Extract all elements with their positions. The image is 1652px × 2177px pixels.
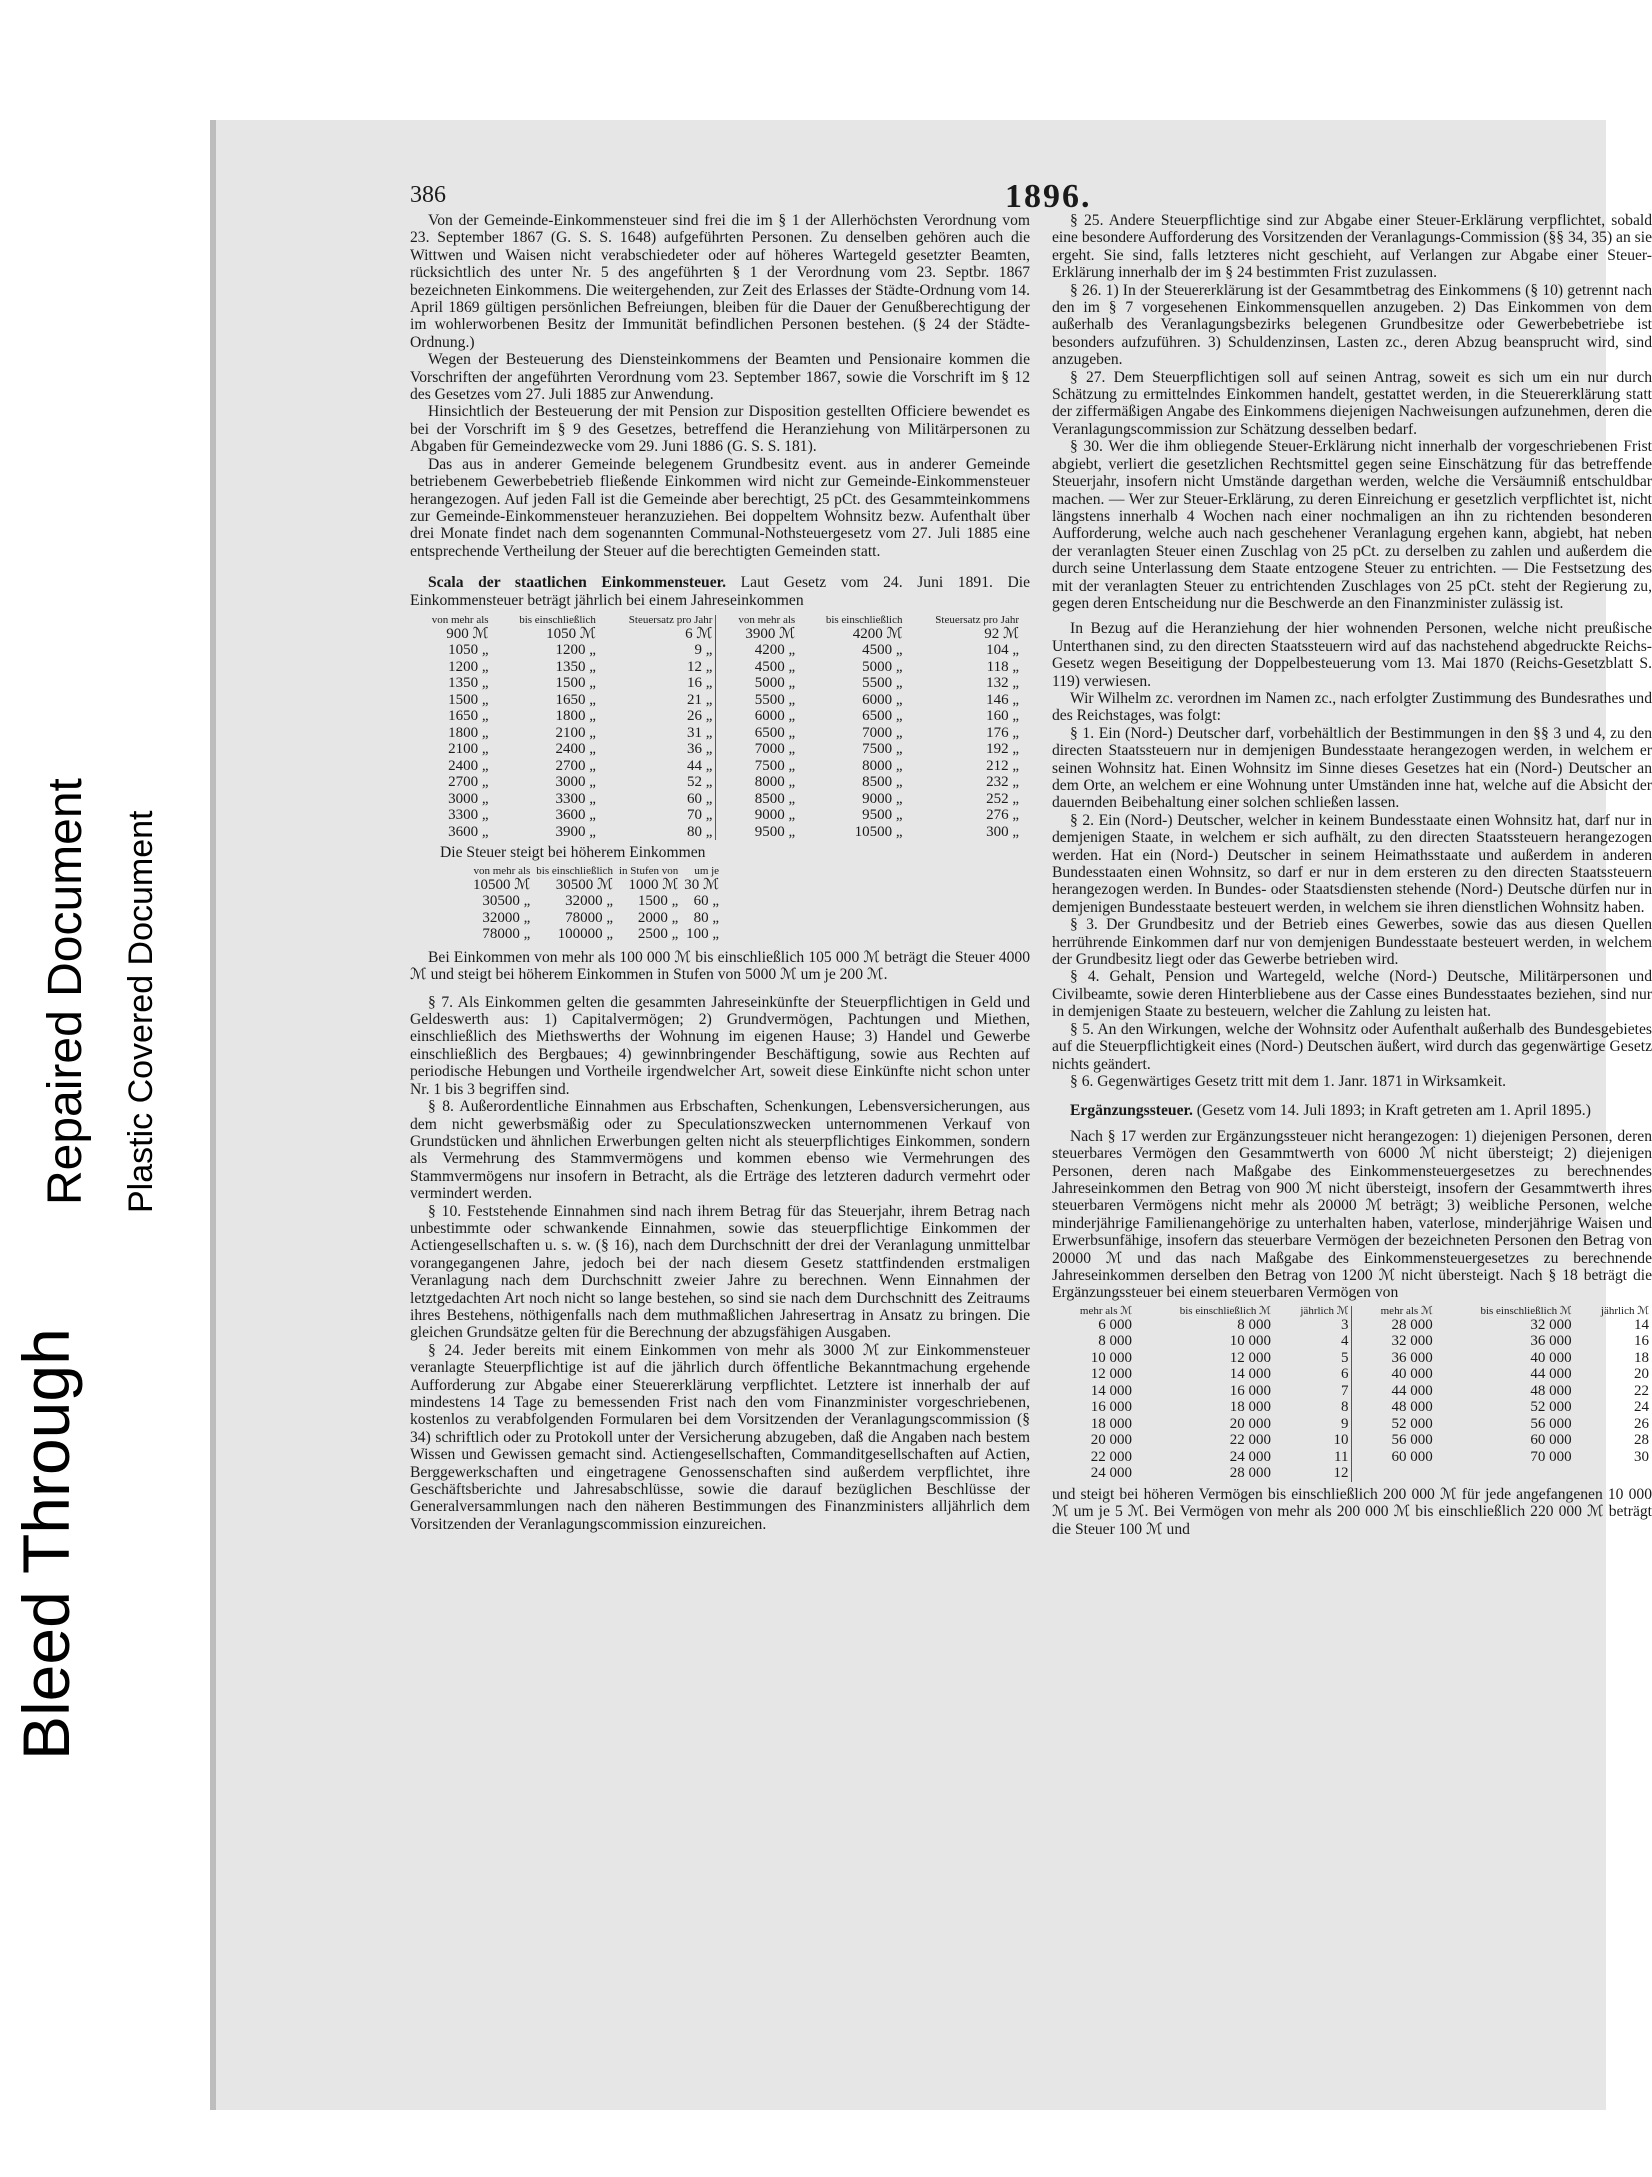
table-cell: 3900 „ [555,823,596,840]
paragraph: Bei Einkommen von mehr als 100 000 ℳ bis einschließlich 105 000 ℳ beträgt die Steuer 4000 ℳ und steigt bei höherem Einkommen in Stufen von 5000 ℳ um je 200 ℳ. [410,948,1030,984]
table-cell: 8 000 [1237,1316,1271,1333]
paragraph: § 5. An den Wirkungen, welche der Wohnsitz oder Aufenthalt außerhalb des Bundesgebietes auf die Steuerpflichtigkeit eines (Nord-) Deutschen äußert, wird durch das gegenwärtige Gesetz nichts geändert. [1052,1020,1652,1073]
table-cell: 12 000 [1229,1349,1271,1366]
table-cell: 32 000 [1352,1333,1436,1350]
scale-title: Scala der staatlichen Einkommensteuer. [428,574,727,592]
table-cell: 70 000 [1530,1448,1572,1465]
table-cell: 7500 „ [716,758,798,775]
table-cell: 300 „ [986,823,1019,840]
table-cell: 9000 „ [716,807,798,824]
table-header-row [410,615,1022,626]
column-header: bis einschließlich [825,613,903,626]
table-row [1052,1350,1652,1367]
table-cell: 11 [1334,1448,1349,1465]
table-cell: 60 „ [693,893,720,910]
table-cell: 20 000 [1090,1432,1133,1449]
table-row [1052,1416,1652,1433]
table-cell: 3600 „ [555,807,596,824]
table-row [470,877,722,894]
table-cell: 26 [1634,1415,1649,1432]
table-cell: 28 000 [1352,1317,1436,1334]
table-cell: 5500 „ [862,675,903,692]
table-cell: 212 „ [986,757,1019,774]
table-cell: 16 000 [1090,1399,1133,1416]
table-cell: 80 „ [693,909,720,926]
table-cell: 192 „ [986,741,1019,758]
table-cell: 6000 „ [716,708,798,725]
table-cell: 10500 „ [854,823,903,840]
table-cell: 1350 „ [555,658,596,675]
table-cell: 10 000 [1090,1349,1133,1366]
table-row [1052,1432,1652,1449]
scanned-page [210,120,1652,2110]
table-cell: 1200 „ [555,642,596,659]
table-cell: 6 ℳ [685,625,713,642]
table-cell: 5000 „ [862,658,903,675]
paragraph: § 30. Wer die ihm obliegende Steuer-Erklärung nicht innerhalb der vorgeschriebenen Frist abgiebt, verliert die gesetzlichen Rechtsmittel gegen seine Einschätzung für das betreffende Steuerjahr, insofern nicht Umstände dargethan werden, welche die Versäumniß entschuldbar machen. — Wer zur Steuer-Erklärung, zu deren Einreichung er gesetzlich verpflichtet ist, nicht längstens innerhalb 4 Wochen nach einer nochmaligen an ihn zu richtenden besonderen Aufforderung, welche auch nach geschehener Veranlagung ergehen kann, abgiebt, hat neben der veranlagten Steuer einen Zuschlag von 25 pCt. zu derselben zu zahlen und außerdem die durch seine Unterlassung dem Staate entzogene Steuer zu entrichten. — Die Festsetzung des mit der veranlagten Steuer zu entrichtenden Zuschlages von 25 pCt. steht der Regierung zu, gegen deren Entscheidung nur die Beschwerde an den Finanzminister zulässig ist. [1052,438,1652,612]
column-header: bis einschließlich ℳ [1480,1304,1572,1317]
table-cell: 18 000 [1090,1415,1133,1432]
table-cell: 1500 „ [637,893,679,910]
table-cell: 7 [1340,1382,1349,1399]
paragraph: und steigt bei höheren Vermögen bis einschließlich 200 000 ℳ für jede angefangenen 10 000 ℳ um je 5 ℳ. Bei Vermögen von mehr als 200 000 ℳ bis einschließlich 220 000 ℳ beträgt die Steuer 100 ℳ und [1052,1485,1652,1538]
table-cell: 3 [1340,1316,1349,1333]
table-cell: 52 000 [1530,1399,1572,1416]
table-cell: 60 „ [687,790,713,807]
column-header: bis einschließlich [519,613,596,626]
table-cell: 1050 „ [448,642,489,659]
table-cell: 44 000 [1530,1366,1572,1383]
table-row [410,642,1022,659]
table-cell: 92 ℳ [984,625,1019,642]
table-cell: 1650 „ [555,691,596,708]
table-cell: 5000 „ [716,675,798,692]
table-row [1052,1399,1652,1416]
table-row [1052,1383,1652,1400]
paragraph: § 1. Ein (Nord-) Deutscher darf, vorbehältlich der Bestimmungen in den §§ 3 und 4, zu den directen Staatssteuern nur in demjenigen Bundesstaate herangezogen werden, in welchem er seinen Wohnsitz hat. Einen Wohnsitz im Sinne dieses Gesetzes hat ein (Nord-) Deutscher an dem Orte, an welchem er eine Wohnung unter Umständen inne hat, welche auf die Absicht der dauernden Beibehaltung einer solchen schließen lassen. [1052,724,1652,812]
table-cell: 36 000 [1530,1333,1572,1350]
table-cell: 70 „ [687,807,713,824]
table-cell: 2700 „ [448,774,489,791]
column-header: von mehr als [716,615,798,626]
table-cell: 3000 „ [448,790,489,807]
label-plastic-covered: Plastic Covered Document [122,810,160,1213]
table-row [1052,1465,1652,1482]
table-cell: 3300 „ [555,790,596,807]
table-cell: 176 „ [986,724,1019,741]
table-cell: 1800 „ [448,724,489,741]
table-cell: 1200 „ [448,658,489,675]
table-cell: 78000 „ [565,909,613,926]
column-header: in Stufen von [618,864,679,877]
table-cell [1352,1465,1436,1482]
table-cell: 32000 „ [565,893,613,910]
column-header: um je [694,864,720,877]
table-cell: 8 [1340,1399,1349,1416]
table-cell: 44 „ [687,757,713,774]
table-row [1052,1366,1652,1383]
column-header: mehr als ℳ [1352,1306,1436,1317]
table-cell: 160 „ [986,708,1019,725]
table-cell: 6500 „ [716,725,798,742]
table-row [470,910,722,927]
paragraph: § 7. Als Einkommen gelten die gesammten Jahreseinkünfte der Steuerpflichtigen in Geld und Geldeswerth aus: 1) Capitalvermögen; 2) Grundvermögen, Pachtungen und Miethen, einschließlich des Miethswerths der Wohnung im eigenen Hause; 3) Handel und Gewerbe einschließlich des Bergbaues; 4) gewinnbringender Beschäftigung, sowie aus Rechten auf periodische Hebungen und Vortheile irgendwelcher Art, soweit diese Einkünfte nicht schon unter Nr. 1 bis 3 begriffen sind. [410,993,1030,1098]
table-cell: 18 [1634,1349,1649,1366]
table-cell: 16 000 [1229,1382,1271,1399]
table-cell: 8 000 [1098,1333,1133,1350]
table-row [410,626,1022,643]
table-cell: 2100 „ [448,741,489,758]
table-row [410,725,1022,742]
table-cell: 8000 „ [862,757,903,774]
table-cell: 2400 „ [448,757,489,774]
table-cell: 118 „ [986,658,1019,675]
erg-heading-paragraph [1052,1102,1652,1119]
table-cell: 9500 „ [862,807,903,824]
table-cell: 21 „ [687,691,713,708]
paragraph: § 26. 1) In der Steuererklärung ist der Gesammtbetrag des Einkommens (§ 10) getrennt nach den im § 7 vorgesehenen Einkommensquellen anzugeben. 2) Das Einkommen von dem außerhalb des Veranlagungsbezirks belegenen Grundbesitze oder Gewerbebetriebe ist besonders aufzuführen. 3) Schuldenzinsen, Lasten zc., deren Abzug beansprucht wird, sind anzugeben. [1052,281,1652,369]
paragraph: Hinsichtlich der Besteuerung der mit Pension zur Disposition gestellten Officiere bewendet es bei der Vorschrift im § 9 des Gesetzes, betreffend die Heranziehung von Militärpersonen zu Abgaben für Gemeindezwecke vom 29. Juni 1886 (G. S. S. 181). [410,403,1030,456]
table-cell: 36 000 [1352,1350,1436,1367]
table-row [470,893,722,910]
table-row [410,675,1022,692]
table-cell: 14 000 [1229,1366,1271,1383]
table-cell: 60 000 [1352,1449,1436,1466]
column-header: Steuersatz pro Jahr [935,613,1019,626]
table-cell: 24 [1634,1399,1649,1416]
paragraph: Wegen der Besteuerung des Diensteinkommens der Beamten und Pensionaire kommen die Vorschriften der angeführten Verordnung vom 23. September 1867, sowie die Vorschrift im § 12 des Gesetzes vom 27. Juli 1885 zur Anwendung. [410,351,1030,404]
column-header: jährlich ℳ [1600,1304,1649,1317]
table-cell: 24 000 [1229,1448,1271,1465]
table-cell: 5500 „ [716,692,798,709]
table-cell: 132 „ [986,675,1019,692]
table-cell: 16 „ [687,675,713,692]
table-cell [1436,1465,1575,1482]
table-cell: 9 „ [694,642,713,659]
table-cell: 30500 „ [482,893,531,910]
table-row [410,791,1022,808]
table-cell: 60 000 [1530,1432,1572,1449]
table-cell: 22 000 [1090,1448,1133,1465]
table-cell: 6500 „ [862,708,903,725]
income-tax-scale-table [410,615,1022,841]
table-row [1052,1317,1652,1334]
table-cell: 16 [1634,1333,1649,1350]
column-header: Steuersatz pro Jahr [628,613,713,626]
table-cell: 1500 „ [555,675,596,692]
label-bleed-through: Bleed Through [9,1328,83,1760]
table-cell: 3300 „ [448,807,489,824]
table-cell: 26 „ [687,708,713,725]
table-cell: 6 [1340,1366,1349,1383]
table-cell: 36 „ [687,741,713,758]
column-header: jährlich ℳ [1300,1304,1349,1317]
table-cell: 1650 „ [448,708,489,725]
table-cell: 2500 „ [637,926,679,943]
paragraph: § 8. Außerordentliche Einnahmen aus Erbschaften, Schenkungen, Lebensversicherungen, aus dem nicht gewerbsmäßig oder zu Speculationszwecken unternommenen Verkauf von Grundstücken und ähnlichen Erwerbungen gelten nicht als steuerpflichtiges Einkommen, sondern als Vermehrung des Stammvermögens und kommen ebenso wie Vermehrungen des Stammvermögens nur insofern in Betracht, als die Erträge des letzteren dadurch vermehrt oder vermindert werden. [410,1098,1030,1203]
table-cell: 104 „ [986,642,1019,659]
table-cell: 6 000 [1098,1316,1133,1333]
paragraph: § 6. Gegenwärtiges Gesetz tritt mit dem 1. Janr. 1871 in Wirksamkeit. [1070,1072,1507,1090]
paragraph: § 24. Jeder bereits mit einem Einkommen von mehr als 3000 ℳ zur Einkommensteuer veranlagte Steuerpflichtige ist auf die jährlich durch öffentliche Bekanntmachung ergehende Aufforderung zur Abgabe einer Steuererklärung verpflichtet. Letztere ist innerhalb der auf mindestens 14 Tage zu bemessenden Frist nach den vom Finanzminister vorgeschriebenen, kostenlos zu verabfolgenden Formularen bei dem Vorsitzenden der Veranlagungscommission (§ 34) schriftlich oder zu Protokoll unter der Versicherung abzugeben, daß die Angaben nach bestem Wissen und Gewissen gemacht sind. Actiengesellschaften, Commanditgesellschaften auf Actien, Berggewerkschaften und eingetragene Genossenschaften sind außerdem verpflichtet, ihre Geschäftsberichte und Jahresabschlüsse, sowie die darauf bezüglichen Beschlüsse der Generalversammlungen nach den näheren Bestimmungen des Finanzministers alljährlich dem Vorsitzenden der Veranlagungscommission einzureichen. [410,1341,1030,1533]
erg-intro: (Gesetz vom 14. Juli 1893; in Kraft getreten am 1. April 1895.) [1196,1102,1591,1120]
higher-income-intro: Die Steuer steigt bei höherem Einkommen [440,844,706,862]
table-cell: 9000 „ [862,790,903,807]
table-cell: 10 [1333,1432,1349,1449]
table-cell: 28 [1634,1432,1649,1449]
table-cell: 1350 „ [448,675,489,692]
scale-intro: Laut Gesetz vom 24. Juni 1891. Die Einkommensteuer beträgt jährlich bei einem Jahreseinkommen [410,574,1030,609]
table-cell: 1800 „ [555,708,596,725]
paragraph: § 27. Dem Steuerpflichtigen soll auf seinen Antrag, soweit es sich um ein nur durch Schätzung zu ermittelndes Einkommen handelt, gestattet werden, in die Steuererklärung statt der ziffermäßigen Angabe des Einkommens diejenigen Nachweisungen aufzunehmen, deren die Veranlagungscommission zur Schätzung desselben bedarf. [1052,368,1652,438]
table-cell: 14 [1634,1316,1649,1333]
table-header-row [470,866,722,877]
table-cell: 32 000 [1530,1316,1572,1333]
table-cell: 22 [1634,1382,1649,1399]
paragraph: Wir Wilhelm zc. verordnen im Namen zc., nach erfolgter Zustimmung des Bundesrathes und des Reichstages, was folgt: [1052,689,1652,725]
column-header: bis einschließlich [536,864,613,877]
table-row [410,659,1022,676]
table-row [1052,1449,1652,1466]
document-labels [0,640,200,1760]
column-header: von mehr als [431,613,489,626]
table-cell: 100 „ [686,926,720,943]
table-cell: 9500 „ [716,824,798,841]
table-cell: 12 „ [687,658,713,675]
table-cell: 146 „ [986,691,1019,708]
paragraph: Von der Gemeinde-Einkommensteuer sind frei die im § 1 der Allerhöchsten Verordnung vom 23. September 1867 (G. S. S. 1648) aufgeführten Personen. Zu denselben gehören auch die Wittwen und Waisen nicht verabschiedeter oder auf höheres Wartegeld gesetzter Beamten, rücksichtlich des unter Nr. 5 des angeführten § 1 der Verordnung vom 23. Septbr. 1867 bezeichneten Einkommens. Die weitergehenden, zur Zeit des Erlasses der Städte-Ordnung vom 14. April 1869 gültigen persönlichen Befreiungen, bleiben für die Dauer der Genußberechtigung der im wohlerworbenen Besitz der Immunität befindlichen Personen bestehen. (§ 24 der Städte-Ordnung.) [410,212,1030,351]
table-row [1052,1333,1652,1350]
table-cell: 44 000 [1352,1383,1436,1400]
table-cell: 4200 ℳ [852,625,903,642]
table-cell: 10500 ℳ [473,876,531,893]
table-row [410,807,1022,824]
table-cell: 4200 „ [716,642,798,659]
table-cell: 232 „ [986,774,1019,791]
table-cell: 4 [1340,1333,1349,1350]
table-row [410,774,1022,791]
right-column [1052,212,1652,1538]
paragraph: In Bezug auf die Heranziehung der hier wohnenden Personen, welche nicht preußische Unterthanen sind, zu den directen Staatssteuern wird auf das nachstehend abgedruckte Reichs-Gesetz wegen Beseitigung der Doppelbesteuerung vom 13. Mai 1870 (Reichs-Gesetzblatt S. 119) verwiesen. [1052,620,1652,690]
table-cell: 78000 „ [482,926,531,943]
supplementary-tax-table [1052,1306,1652,1482]
table-cell: 80 „ [687,823,713,840]
table-cell: 8500 „ [862,774,903,791]
table-cell: 12 [1333,1465,1349,1482]
page-number: 386 [410,182,446,208]
table-cell [1575,1465,1652,1482]
table-row [410,824,1022,841]
table-row [410,758,1022,775]
table-cell: 48 000 [1530,1382,1572,1399]
table-cell: 6000 „ [862,691,903,708]
table-cell: 52 „ [687,774,713,791]
paragraph: § 3. Der Grundbesitz und der Betrieb eines Gewerbes, sowie das aus diesen Quellen herrührende Einkommen darf nur von demjenigen Bundesstaate besteuert werden, in welchem der Grundbesitz liegt oder das Gewerbe betrieben wird. [1052,916,1652,969]
table-cell: 30 ℳ [684,876,720,893]
table-cell: 32000 „ [482,909,531,926]
table-cell: 20 [1634,1366,1649,1383]
table-cell: 18 000 [1229,1399,1271,1416]
table-cell: 3000 „ [555,774,596,791]
table-cell: 7500 „ [862,741,903,758]
table-cell: 276 „ [986,807,1019,824]
table-cell: 48 000 [1352,1399,1436,1416]
column-header: von mehr als [473,864,531,877]
table-cell: 31 „ [687,724,713,741]
table-cell: 5 [1340,1349,1349,1366]
table-cell: 52 000 [1352,1416,1436,1433]
table-cell: 14 000 [1090,1382,1133,1399]
table-cell: 7000 „ [862,724,903,741]
table-cell: 100000 „ [557,926,613,943]
table-cell: 8000 „ [716,774,798,791]
table-cell: 3900 ℳ [716,626,798,643]
left-column [410,212,1030,1533]
table-cell: 2400 „ [555,741,596,758]
table-cell: 2100 „ [555,724,596,741]
scale-heading-paragraph [410,574,1030,609]
table-cell: 28 000 [1229,1465,1271,1482]
table-cell: 252 „ [986,790,1019,807]
table-cell: 2700 „ [555,757,596,774]
table-cell: 30 [1634,1448,1649,1465]
table-cell: 30500 ℳ [555,876,613,893]
table-cell: 56 000 [1530,1415,1572,1432]
table-cell: 4500 „ [716,659,798,676]
column-header: bis einschließlich ℳ [1179,1304,1271,1317]
paragraph: § 4. Gehalt, Pension und Wartegeld, welche (Nord-) Deutsche, Militärpersonen und Civilbeamte, sowie deren Hinterbliebene aus der Casse eines Bundesstaates beziehen, sind nur in demjenigen Staate zu besteuern, welcher die Zahlung zu leisten hat. [1052,968,1652,1021]
table-cell: 20 000 [1229,1415,1271,1432]
table-cell: 1050 ℳ [546,625,596,642]
table-cell: 56 000 [1352,1432,1436,1449]
paragraph: Nach § 17 werden zur Ergänzungssteuer nicht herangezogen: 1) diejenigen Personen, deren steuerbares Vermögen den Gesammtwerth von 6000 ℳ nicht übersteigt; 2) diejenigen Personen, deren nach Maßgabe des Einkommensteuergesetzes zu berechnendes Jahreseinkommen den Betrag von 900 ℳ nicht übersteigt, insofern der Gesammtwerth ihres steuerbaren Vermögens nicht mehr als 20000 ℳ beträgt; 3) weibliche Personen, welche minderjährige Familienangehörige zu unterhalten haben, vaterlose, minderjährige Waisen und Erwerbsunfähige, insofern das steuerbare Vermögen der bezeichneten Personen den Betrag von 20000 ℳ und das nach Maßgabe des Einkommensteuergesetzes zu berechnende Jahreseinkommen derselben den Betrag von 1200 ℳ nicht übersteigt. Nach § 18 beträgt die Ergänzungssteuer bei einem steuerbaren Vermögen von [1052,1127,1652,1302]
table-cell: 900 ℳ [446,625,489,642]
year-header: 1896. [1005,178,1092,215]
label-repaired-document: Repaired Document [39,778,92,1205]
table-cell: 12 000 [1090,1366,1133,1383]
table-cell: 10 000 [1229,1333,1271,1350]
table-cell: 9 [1340,1415,1349,1432]
paragraph: § 2. Ein (Nord-) Deutscher, welcher in keinem Bundesstaate einen Wohnsitz hat, darf nur in demjenigen Staate, in welchem er sich aufhält, zu den directen Staatssteuern herangezogen werden. Hat ein (Nord-) Deutscher in seinem Heimathsstaate und außerdem in anderen Bundesstaaten einen Wohnsitz, so darf er nur in dem ersteren zu den directen Staatssteuern herangezogen werden. In Bundes- oder Staatsdiensten stehende (Nord-) Deutsche dürfen nur in demjenigen Bundesstaate besteuert werden, in welchem sie ihren dienstlichen Wohnsitz haben. [1052,811,1652,916]
table-cell: 7000 „ [716,741,798,758]
table-cell: 24 000 [1090,1465,1133,1482]
table-cell: 4500 „ [862,642,903,659]
table-cell: 8500 „ [716,791,798,808]
table-cell: 22 000 [1229,1432,1271,1449]
paragraph: Das aus in anderer Gemeinde belegenem Grundbesitz event. aus in anderer Gemeinde betriebenem Gewerbebetrieb fließende Einkommen wird nicht zur Gemeinde-Einkommensteuer herangezogen. Auf jeden Fall ist die Gemeinde aber berechtigt, 25 pCt. des Gesammteinkommens zur Gemeinde-Einkommensteuer heranzuziehen. Bei doppeltem Wohnsitz bezw. Aufenthalt über drei Monate findet nach dem sogenannten Communal-Nothsteuergesetz vom 27. Juli 1885 eine entsprechende Vertheilung der Steuer auf die berechtigten Gemeinden statt. [410,455,1030,560]
table-cell: 3600 „ [448,823,489,840]
table-row [470,926,722,943]
table-row [410,708,1022,725]
table-header-row [1052,1306,1652,1317]
paragraph: § 10. Feststehende Einnahmen sind nach ihrem Betrag für das Steuerjahr, ihrem Betrag nach unbestimmte oder schwankende Einnahmen, sowie das steuerpflichtige Einkommen der Actiengesellschaften u. s. w. (§ 16), nach dem Durchschnitt der drei der Veranlagung unmittelbar vorangegangenen Jahre, jedoch bei der nach diesem Gesetz stattfindenden erstmaligen Veranlagung nach dem Durchschnitt zweier Jahre zu berechnen. Wenn Einnahmen der letztgedachten Art noch nicht so lange bestehen, so sind sie nach dem Durchschnitt des Zeitraums ihres Bestehens, nöthigenfalls nach dem muthmaßlichen Jahresertrag in Ansatz zu bringen. Die gleichen Grundsätze gelten für die Berechnung der abzugsfähigen Ausgaben. [410,1202,1030,1342]
table-row [410,692,1022,709]
table-cell: 40 000 [1530,1349,1572,1366]
column-header: mehr als ℳ [1079,1304,1133,1317]
table-cell: 1500 „ [448,691,489,708]
paragraph: § 25. Andere Steuerpflichtige sind zur Abgabe einer Steuer-Erklärung verpflichtet, sobald eine besondere Aufforderung des Vorsitzenden der Veranlagungs-Commission (§§ 34, 35) an sie ergeht. Sie sind, falls letzteres nicht geschieht, auf Verlangen zur Abgabe einer Steuer-Erklärung innerhalb der im § 24 bestimmten Frist zuzulassen. [1052,212,1652,282]
table-cell: 40 000 [1352,1366,1436,1383]
higher-income-table [470,866,722,943]
table-row [410,741,1022,758]
table-cell: 1000 ℳ [628,876,679,893]
erg-title: Ergänzungssteuer. [1070,1102,1193,1120]
table-cell: 2000 „ [637,909,679,926]
